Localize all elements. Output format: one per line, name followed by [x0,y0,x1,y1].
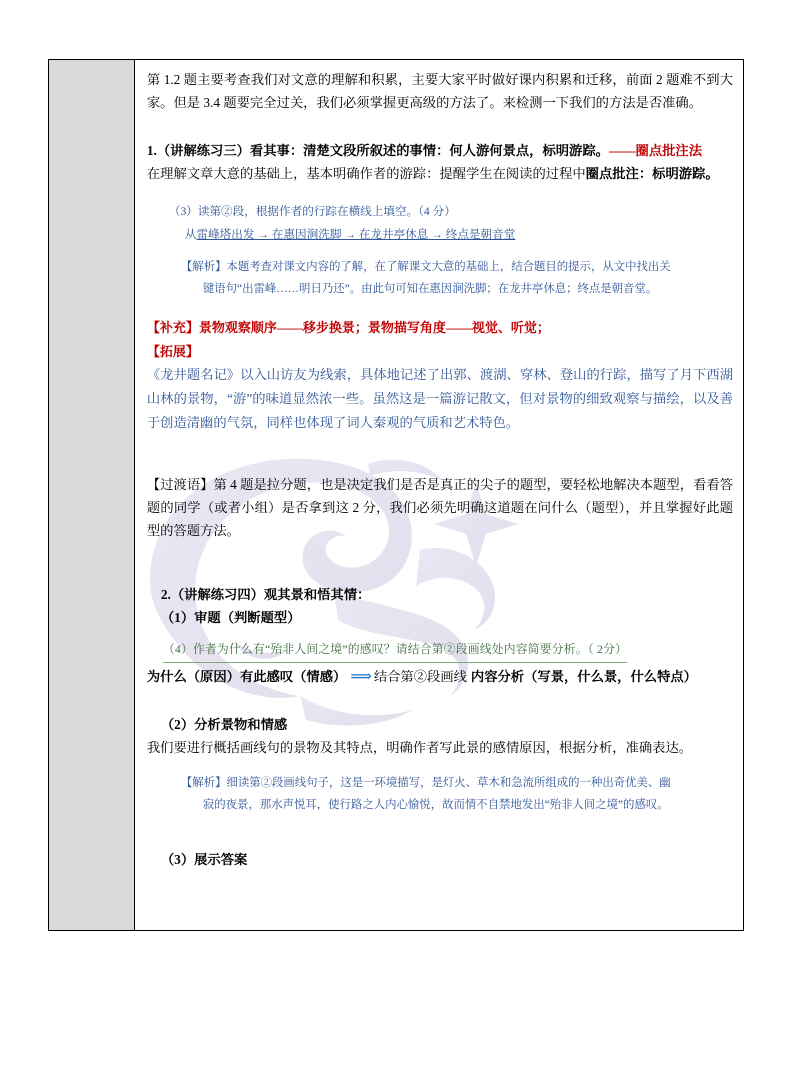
item1-body-emphasis: 圈点批注：标明游踪。 [585,165,719,181]
right-arrow-icon: ⟹ [350,668,370,685]
analysis-q4-line-2: 寂的夜景，那水声悦耳，使行路之人内心愉悦，故而情不自禁地发出“殆非人间之境”的感叹。 [202,798,669,811]
flow-right-plain: 结合第②段画线 [373,669,467,685]
table-main-column [135,60,743,930]
step1-heading: （1）审题（判断题型） [160,610,301,626]
exam-q4-stem: （4）作者为什么有“殆非人间之境”的感叹？请结合第②段画线处内容简要分析。（ 2分） [163,639,627,662]
intro-paragraph: 第 1.2 题主要考查我们对文意的理解和积累，主要大家平时做好课内积累和迁移，前面 2 题难不到大家。但是 3.4 题要完全过关，我们必须掌握更高级的方法了。来检测一下我们的方法是否准确。 [146,72,733,111]
analysis-q3-line-2: 键语句“出雷峰……明日乃还”。由此句可知在惠因涧洗脚；在龙井亭休息；终点是朝音堂。 [202,283,658,296]
exam-q3-answer-prefix: 从 [184,227,197,241]
step3-heading: （3）展示答案 [160,852,248,868]
flow-right-bold: 内容分析（写景，什么景，什么特点） [470,669,697,685]
item1-body [147,162,733,185]
item1-heading [147,139,733,162]
exam-question-4-wrap [147,639,733,662]
analysis-q3-block [181,256,733,300]
step2-heading: （2）分析景物和情感 [160,717,288,733]
item1-heading-text: 1.（讲解练习三）看其事：清楚文段所叙述的事情：何人游何景点，标明游踪。 [146,142,609,158]
exam-q3-answer-text: 雷峰塔出发 → 在惠因涧洗脚 → 在龙井亭休息 → 终点是朝音堂 [196,227,516,241]
step2-body: 我们要进行概括画线句的景物及其特点，明确作者写此景的感情原因，根据分析，准确表达。 [146,740,693,756]
item1-heading-method: ——圈点批注法 [608,142,703,158]
exam-q3-answer-line [185,224,733,245]
flow-left-part: 为什么（原因）有此感叹（情感） [146,669,347,685]
analysis-q4-line-1: 【解析】细读第②段画线句子，这是一环境描写，是灯火、草木和急流所组成的一种出奇优美、幽 [180,776,671,789]
supplement-line: 【补充】景物观察顺序——移步换景；景物描写角度——视觉、听觉； [146,320,550,336]
exam-question-3-block [169,201,733,245]
item2-heading: 2.（讲解练习四）观其景和悟其情： [160,586,371,602]
item1-body-text: 在理解文章大意的基础上，基本明确作者的游踪：提醒学生在阅读的过程中 [146,165,586,181]
extension-label: 【拓展】 [146,343,199,359]
transition-paragraph: 【过渡语】第 4 题是拉分题，也是决定我们是否是真正的尖子的题型，要轻松地解决本题型，看看答题的同学（或者小组）是否拿到这 2 分，我们必须先明确这道题在问什么（题型），并且掌握好此题型的答题方法。 [146,476,733,539]
table-left-column-shaded [49,60,135,930]
extension-body: 《龙井题名记》以入山访友为线索，具体地记述了出郭、渡湖、穿林、登山的行踪，描写了月下西湖山林的景物，“游”的味道显然浓一些。虽然这是一篇游记散文，但对景物的细致观察与描绘，以及善于创造清幽的气氛，同样也体现了词人秦观的气质和艺术特色。 [146,367,733,431]
analysis-q3-line-1: 【解析】本题考查对课文内容的了解，在了解课文大意的基础上，结合题目的提示，从文中找出关 [180,260,671,273]
analysis-q4-block [181,772,733,816]
answer-flow-line [147,663,733,692]
exam-q3-stem: （3）读第②段，根据作者的行踪在横线上填空。（4 分） [168,205,456,219]
lesson-plan-table [48,59,744,931]
